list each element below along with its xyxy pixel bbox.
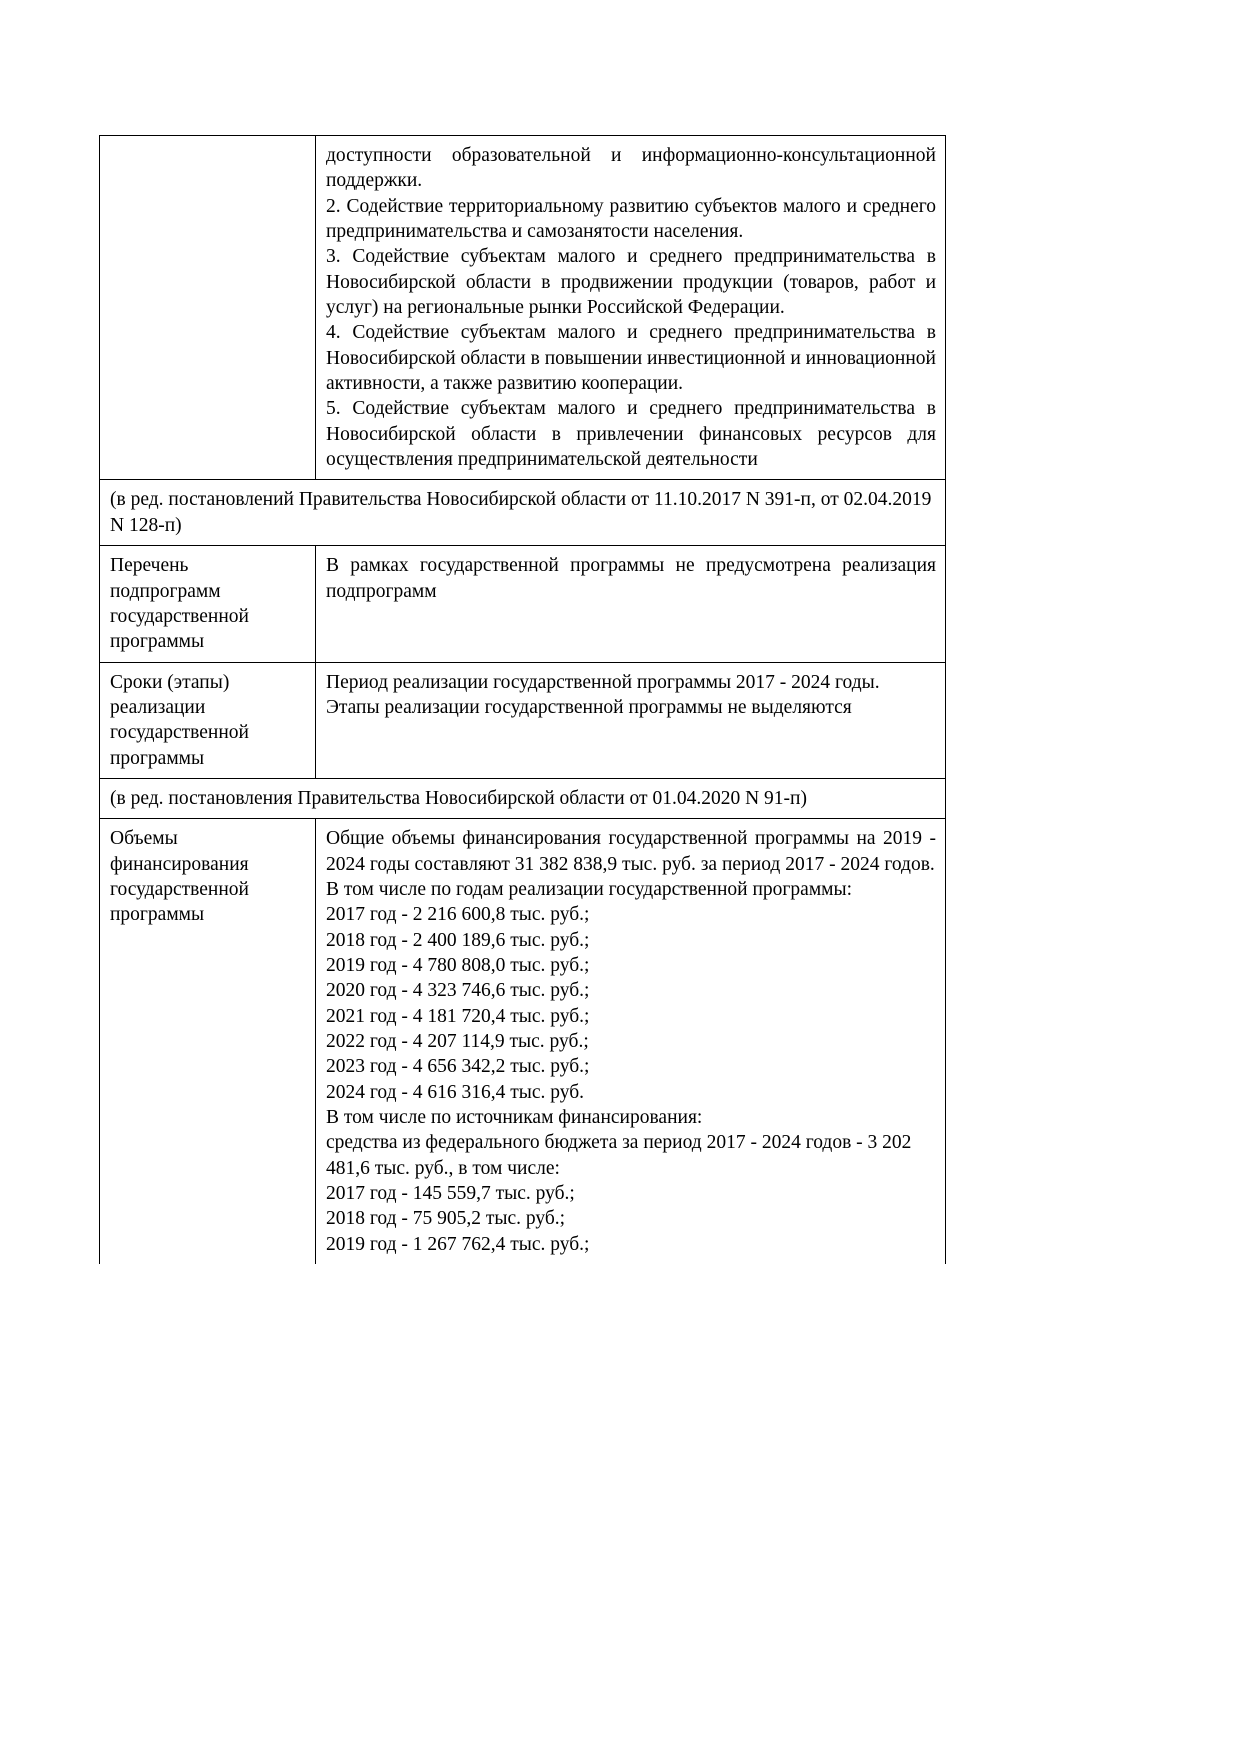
row-label-cell-subprograms [100, 546, 316, 662]
label-line: государственной [110, 605, 249, 627]
body-paragraph: средства из федерального бюджета за период 2017 - 2024 годов - 3 202 481,6 тыс. руб., в том числе: [326, 1132, 912, 1179]
label-line: программы [110, 631, 205, 653]
financing-year-line: 2022 год - 4 207 114,9 тыс. руб.; [326, 1031, 589, 1052]
program-passport-table [99, 135, 946, 1264]
financing-year-line: 2018 год - 2 400 189,6 тыс. руб.; [326, 929, 590, 951]
label-line: финансирования [110, 853, 249, 875]
label-line: государственной [110, 878, 249, 900]
body-paragraph: В том числе по годам реализации государственной программы: [326, 878, 853, 900]
financing-year-line: 2018 год - 75 905,2 тыс. руб.; [326, 1208, 566, 1230]
body-paragraph: 2. Содействие территориальному развитию субъектов малого и среднего предпринимательства и самозанятости населения. [326, 195, 936, 243]
body-paragraph: 5. Содействие субъектам малого и среднего предпринимательства в Новосибирской области в привлечении финансовых ресурсов для осуществления предпринимательской деятельности [326, 398, 936, 471]
table-row [100, 778, 946, 818]
label-line: программы [110, 747, 205, 769]
label-line: подпрограмм [110, 580, 221, 602]
body-paragraph: 4. Содействие субъектам малого и среднего предпринимательства в Новосибирской области в повышении инвестиционной и инновационной активности, а также развитию кооперации. [326, 322, 936, 395]
row-label-cell-tasks-continued [100, 136, 316, 480]
table-row [100, 480, 946, 546]
row-body-cell-subprograms [316, 546, 946, 662]
body-paragraph: В рамках государственной программы не предусмотрена реализация подпрограмм [326, 555, 936, 602]
label-line: Объемы [110, 828, 178, 850]
row-label-cell-period [100, 662, 316, 778]
financing-year-line: 2021 год - 4 181 720,4 тыс. руб.; [326, 1005, 590, 1027]
financing-year-line: 2017 год - 2 216 600,8 тыс. руб.; [326, 904, 590, 926]
amendment-note-1: (в ред. постановлений Правительства Новосибирской области от 11.10.2017 N 391-п, от 02.04.2019 N 128-п) [100, 480, 946, 546]
label-line: Перечень [110, 555, 189, 577]
label-line: программы [110, 904, 205, 926]
row-label-cell-financing [100, 819, 316, 1264]
table-row [100, 819, 946, 1264]
table-row [100, 136, 946, 480]
financing-year-line: 2017 год - 145 559,7 тыс. руб.; [326, 1183, 575, 1205]
table-body [100, 136, 946, 1265]
row-body-cell-tasks-continued [316, 136, 946, 480]
row-body-cell-financing [316, 819, 946, 1264]
financing-year-line: 2020 год - 4 323 746,6 тыс. руб.; [326, 980, 590, 1002]
body-paragraph: доступности образовательной и информационно-консультационной поддержки. [326, 145, 936, 192]
label-line: Сроки (этапы) [110, 671, 230, 693]
financing-year-line: 2023 год - 4 656 342,2 тыс. руб.; [326, 1056, 590, 1078]
body-paragraph: Этапы реализации государственной программы не выделяются [326, 696, 852, 718]
financing-year-line: 2019 год - 4 780 808,0 тыс. руб.; [326, 954, 590, 976]
row-body-cell-period [316, 662, 946, 778]
label-line: реализации [110, 696, 206, 718]
body-paragraph: Общие объемы финансирования государственной программы на 2019 - 2024 годы составляют 31 382 838,9 тыс. руб. за период 2017 - 2024 годов. [326, 828, 936, 875]
amendment-note-2: (в ред. постановления Правительства Новосибирской области от 01.04.2020 N 91-п) [100, 778, 946, 818]
table-row [100, 546, 946, 662]
financing-year-line: 2024 год - 4 616 316,4 тыс. руб. [326, 1081, 585, 1103]
table-row [100, 662, 946, 778]
body-paragraph: В том числе по источникам финансирования: [326, 1107, 703, 1129]
body-paragraph: Период реализации государственной программы 2017 - 2024 годы. [326, 671, 880, 693]
label-line: государственной [110, 722, 249, 744]
financing-year-line: 2019 год - 1 267 762,4 тыс. руб.; [326, 1233, 590, 1255]
body-paragraph: 3. Содействие субъектам малого и среднего предпринимательства в Новосибирской области в продвижении продукции (товаров, работ и услуг) на региональные рынки Российской Федерации. [326, 246, 936, 319]
